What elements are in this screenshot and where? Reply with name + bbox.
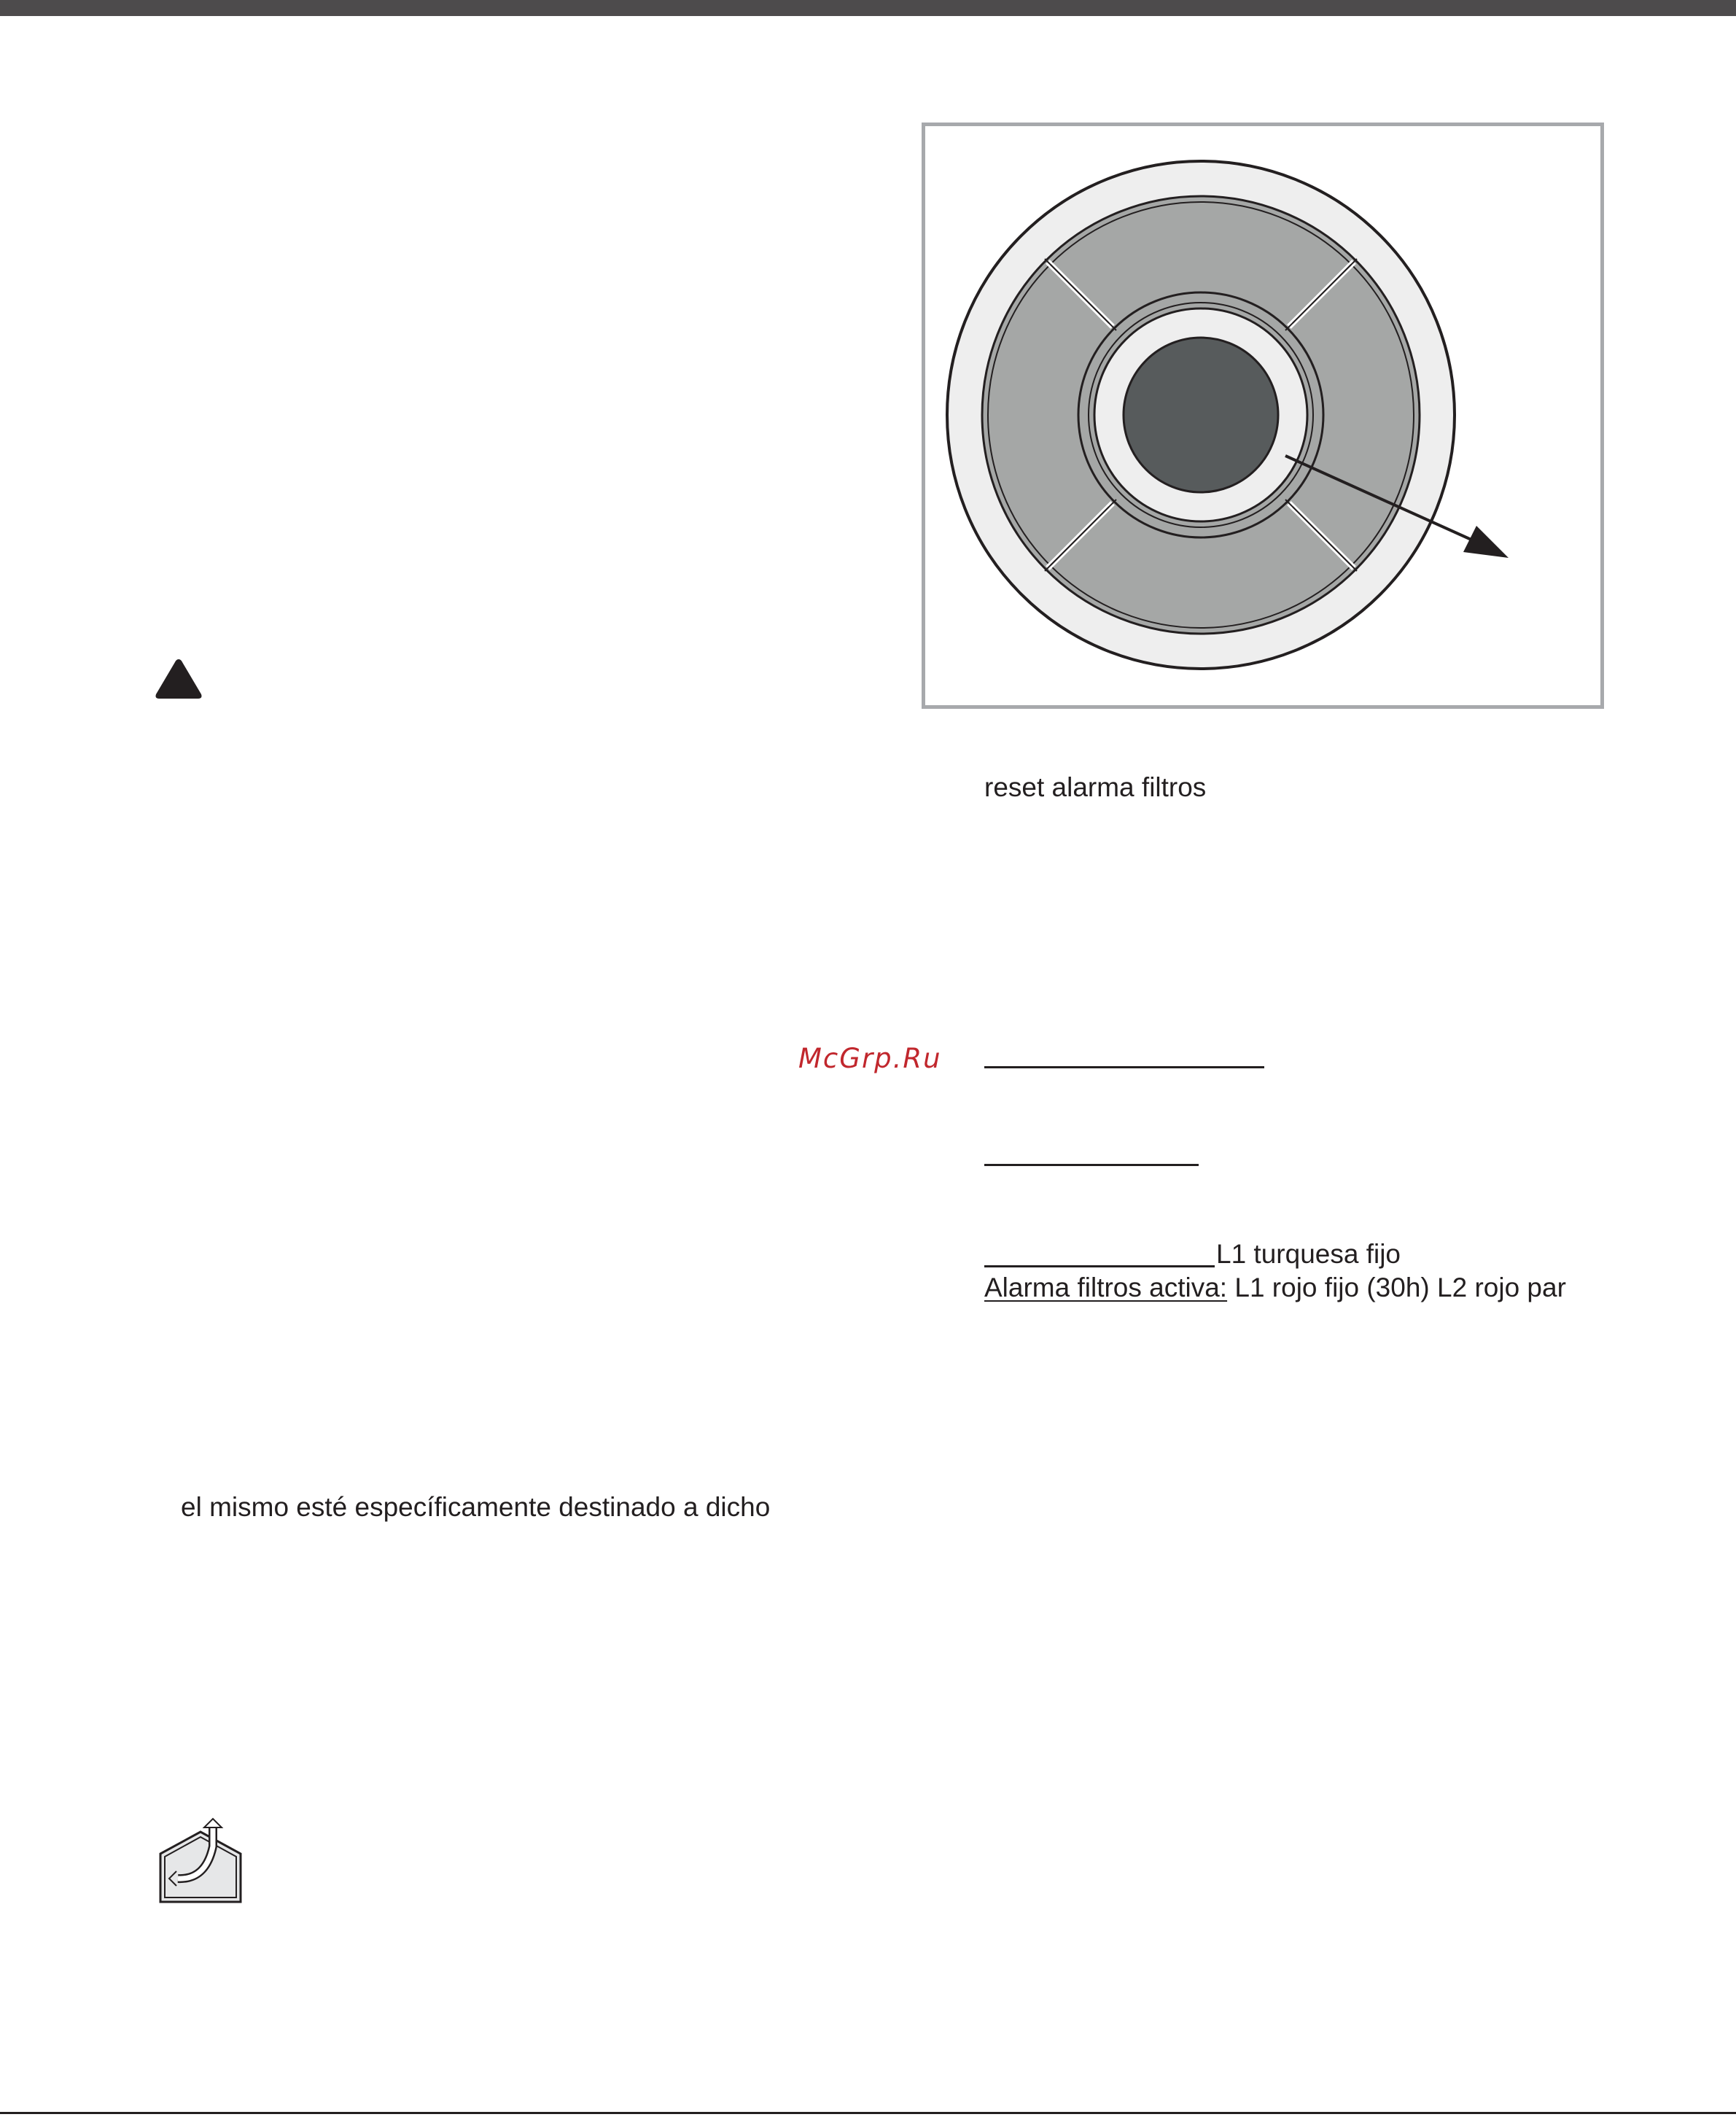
status-normal-value: L1 turquesa fijo bbox=[1216, 1239, 1401, 1269]
bottom-rule bbox=[0, 2112, 1736, 2114]
grease-filter-illustration bbox=[925, 126, 1600, 705]
blank-line-1 bbox=[984, 1066, 1264, 1068]
filter-figure bbox=[922, 123, 1604, 709]
status-alarm-label: Alarma filtros activa: bbox=[984, 1273, 1228, 1302]
house-ventilation-icon bbox=[155, 1817, 246, 1906]
status-alarm-line bbox=[984, 1272, 1566, 1304]
watermark: McGrp.Ru bbox=[798, 1043, 942, 1074]
body-text-line: el mismo esté específicamente destinado a dicho bbox=[181, 1492, 771, 1522]
status-alarm-value: L1 rojo fijo (30h) L2 rojo par bbox=[1227, 1273, 1566, 1302]
status-normal-line bbox=[1216, 1238, 1401, 1270]
warning-triangle-icon bbox=[153, 656, 204, 702]
reset-filter-alarm-label: reset alarma filtros bbox=[984, 772, 1207, 802]
top-bar bbox=[0, 0, 1736, 16]
blank-line-2 bbox=[984, 1164, 1199, 1166]
blank-line-3 bbox=[984, 1265, 1215, 1267]
